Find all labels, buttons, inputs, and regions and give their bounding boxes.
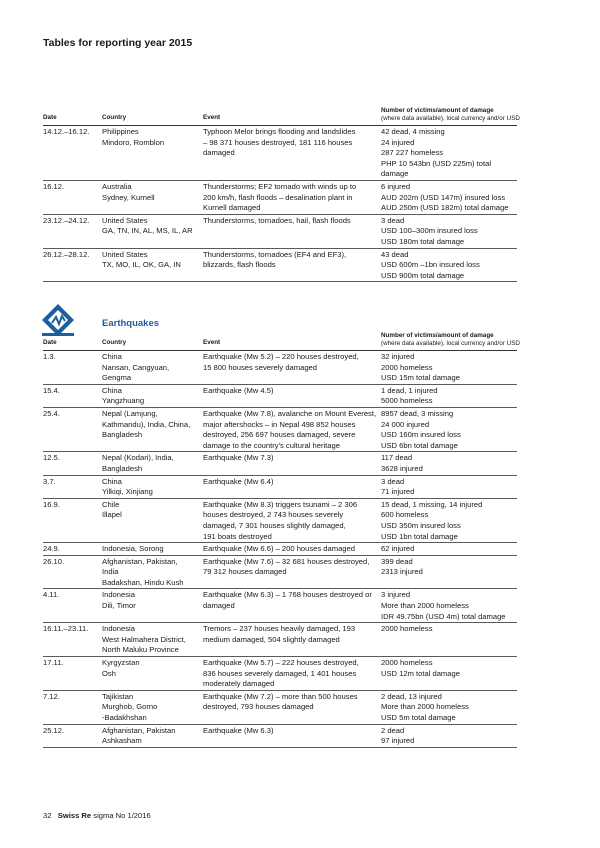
table-row [43, 452, 517, 475]
date-cell: 26.12.–28.12. [43, 249, 90, 259]
country-cell: United States GA, TN, IN, AL, MS, IL, AR [102, 215, 193, 236]
country-cell: Nepal (Lamjung, Kathmandu), India, China, Bangladesh [102, 408, 191, 440]
event-cell: Typhoon Melor brings flooding and landslides – 98 371 houses destroyed, 181 116 houses damaged [203, 127, 356, 158]
country-cell: Afghanistan, Pakistan Ashkasham [102, 725, 176, 746]
victims-column-heading: Number of victims/amount of damage [381, 332, 494, 339]
date-cell: 15.4. [43, 385, 60, 395]
country-cell: Indonesia Dili, Timor [102, 590, 136, 611]
table-row [43, 556, 517, 590]
event-cell: Earthquake (Mw 5.2) – 220 houses destroyed, 15 800 houses severely damaged [203, 352, 359, 372]
event-cell: Earthquake (Mw 6.4) [203, 476, 274, 486]
victims-cell: 43 dead USD 600m –1bn insured loss USD 900m total damage [381, 249, 480, 280]
victims-cell: 3 dead 71 injured [381, 476, 415, 497]
victims-cell: 15 dead, 1 missing, 14 injured 600 homeless USD 350m insured loss USD 1bn total damage [381, 499, 483, 541]
date-cell: 26.10. [43, 556, 65, 566]
table-row [43, 691, 517, 725]
date-cell: 7.12. [43, 691, 60, 701]
table-row [43, 476, 517, 499]
date-cell: 17.11. [43, 658, 64, 668]
date-column-header: Date [43, 114, 57, 122]
date-cell: 4.11. [43, 590, 60, 600]
table-row [43, 249, 517, 283]
table-row [43, 351, 517, 385]
table-row [43, 385, 517, 408]
table-header [43, 332, 520, 351]
brand-name: Swiss Re [57, 811, 92, 820]
page-title: Tables for reporting year 2015 [43, 37, 193, 49]
table-row [43, 126, 517, 181]
event-column-header: Event [203, 114, 221, 122]
victims-cell: 399 dead 2313 injured [381, 556, 423, 577]
event-cell: Thunderstorms; EF2 tornado with winds up to 200 km/h, flash floods – desalination plant in Kurnell damaged [203, 181, 357, 213]
event-cell: Earthquake (Mw 6.3) – 1 768 houses destroyed or damaged [203, 590, 372, 611]
country-cell: Kyrgyzstan Osh [102, 658, 140, 678]
date-cell: 23.12.–24.12. [43, 215, 90, 225]
event-cell: Earthquake (Mw 8.3) triggers tsunami – 2 306 houses destroyed, 2 743 houses severely damaged, 7 301 houses slightly damaged, 191 boats destroyed [203, 499, 358, 541]
date-cell: 1.3. [43, 352, 56, 361]
date-cell: 3.7. [43, 476, 56, 486]
country-cell: China Nansan, Cangyuan, Gengma [102, 352, 170, 383]
victims-cell: 1 dead, 1 injured 5000 homeless [381, 385, 438, 406]
victims-cell: 62 injured [381, 544, 415, 554]
country-cell: Australia Sydney, Kurnell [102, 181, 155, 202]
country-cell: Philippines Mindoro, Romblon [102, 127, 165, 147]
table-header [43, 107, 520, 126]
table-row [43, 499, 517, 543]
events-table-storms [43, 107, 520, 282]
events-table-earthquakes [43, 332, 520, 748]
victims-cell: 32 injured 2000 homeless USD 15m total damage [381, 352, 460, 383]
event-column-header: Event [203, 339, 221, 347]
date-cell: 16.11.–23.11. [43, 624, 89, 634]
victims-cell: 117 dead 3628 injured [381, 453, 423, 473]
event-cell: Earthquake (Mw 7.8), avalanche on Mount Everest, major aftershocks – in Nepal 498 852 houses destroyed, 256 697 houses damaged, severe damage to the country's cultural heritage [203, 408, 377, 450]
victims-column-heading: Number of victims/amount of damage [381, 107, 494, 114]
country-cell: Indonesia West Halmahera District, North Maluku Province [102, 624, 186, 655]
country-cell: Chile Illapel [102, 499, 122, 520]
country-cell: Tajikistan Murghob, Gorno -Badakhshan [102, 691, 158, 722]
event-cell: Earthquake (Mw 5.7) – 222 houses destroyed, 836 houses severely damaged, 1 401 houses moderately damaged [203, 658, 359, 689]
date-cell: 25.4. [43, 408, 60, 418]
date-cell: 16.12. [43, 181, 65, 191]
table-row [43, 215, 517, 249]
date-column-header: Date [43, 339, 57, 347]
date-cell: 12.5. [43, 453, 60, 463]
table-row [43, 181, 517, 215]
date-cell: 14.12.–16.12. [43, 127, 90, 136]
date-cell: 24.9. [43, 544, 60, 554]
victims-cell: 2000 homeless [381, 624, 433, 634]
country-cell: Indonesia, Sorong [102, 544, 164, 554]
country-column-header: Country [102, 339, 127, 347]
event-cell: Thunderstorms, tornadoes, hail, flash floods [203, 215, 351, 225]
section-title-earthquakes: Earthquakes [102, 318, 160, 329]
country-cell: China Yilkiqi, Xinjiang [102, 476, 153, 497]
victims-cell: 3 injured More than 2000 homeless IDR 49.75bn (USD 4m) total damage [381, 590, 506, 621]
event-cell: Earthquake (Mw 4.5) [203, 385, 274, 395]
event-cell: Earthquake (Mw 7.3) [203, 453, 274, 463]
victims-cell: 3 dead USD 100–300m insured loss USD 180m total damage [381, 215, 478, 246]
victims-cell: 2000 homeless USD 12m total damage [381, 658, 460, 678]
table-row [43, 657, 517, 691]
victims-cell: 2 dead, 13 injured More than 2000 homeless USD 5m total damage [381, 691, 469, 722]
event-cell: Earthquake (Mw 7.6) – 32 681 houses destroyed, 79 312 houses damaged [203, 556, 370, 577]
page-number: 32 [43, 811, 52, 820]
date-cell: 25.12. [43, 725, 65, 735]
table-row [43, 543, 517, 556]
country-cell: Afghanistan, Pakistan, India Badakshan, Hindu Kush [102, 556, 184, 587]
event-cell: Tremors – 237 houses heavily damaged, 193 medium damaged, 504 slightly damaged [203, 624, 356, 644]
victims-column-subheading: (where data available), local currency and/or USD [381, 115, 520, 122]
country-cell: United States TX, MO, IL, OK, GA, IN [102, 249, 181, 270]
table-row [43, 725, 517, 748]
country-cell: Nepal (Kodari), India, Bangladesh [102, 453, 174, 473]
country-column-header: Country [102, 114, 127, 122]
victims-cell: 42 dead, 4 missing 24 injured 287 227 homeless PHP 10 543bn (USD 225m) total damage [381, 127, 492, 179]
victims-cell: 6 injured AUD 202m (USD 147m) insured loss AUD 250m (USD 182m) total damage [381, 181, 509, 213]
victims-column-subheading: (where data available), local currency and/or USD [381, 340, 520, 347]
table-row [43, 589, 517, 623]
table-row [43, 623, 517, 657]
publication-name: sigma No 1/2016 [93, 811, 151, 820]
event-cell: Thunderstorms, tornadoes (EF4 and EF3), blizzards, flash floods [203, 249, 347, 270]
table-row [43, 408, 517, 452]
victims-cell: 8957 dead, 3 missing 24 000 injured USD 160m insured loss USD 6bn total damage [381, 408, 461, 450]
page-footer [43, 811, 151, 820]
event-cell: Earthquake (Mw 6.3) [203, 725, 274, 735]
country-cell: China Yangzhuang [102, 385, 145, 406]
victims-cell: 2 dead 97 injured [381, 725, 415, 746]
event-cell: Earthquake (Mw 6.6) – 200 houses damaged [203, 544, 355, 554]
date-cell: 16.9. [43, 499, 60, 509]
event-cell: Earthquake (Mw 7.2) – more than 500 houses destroyed, 793 houses damaged [203, 691, 358, 712]
